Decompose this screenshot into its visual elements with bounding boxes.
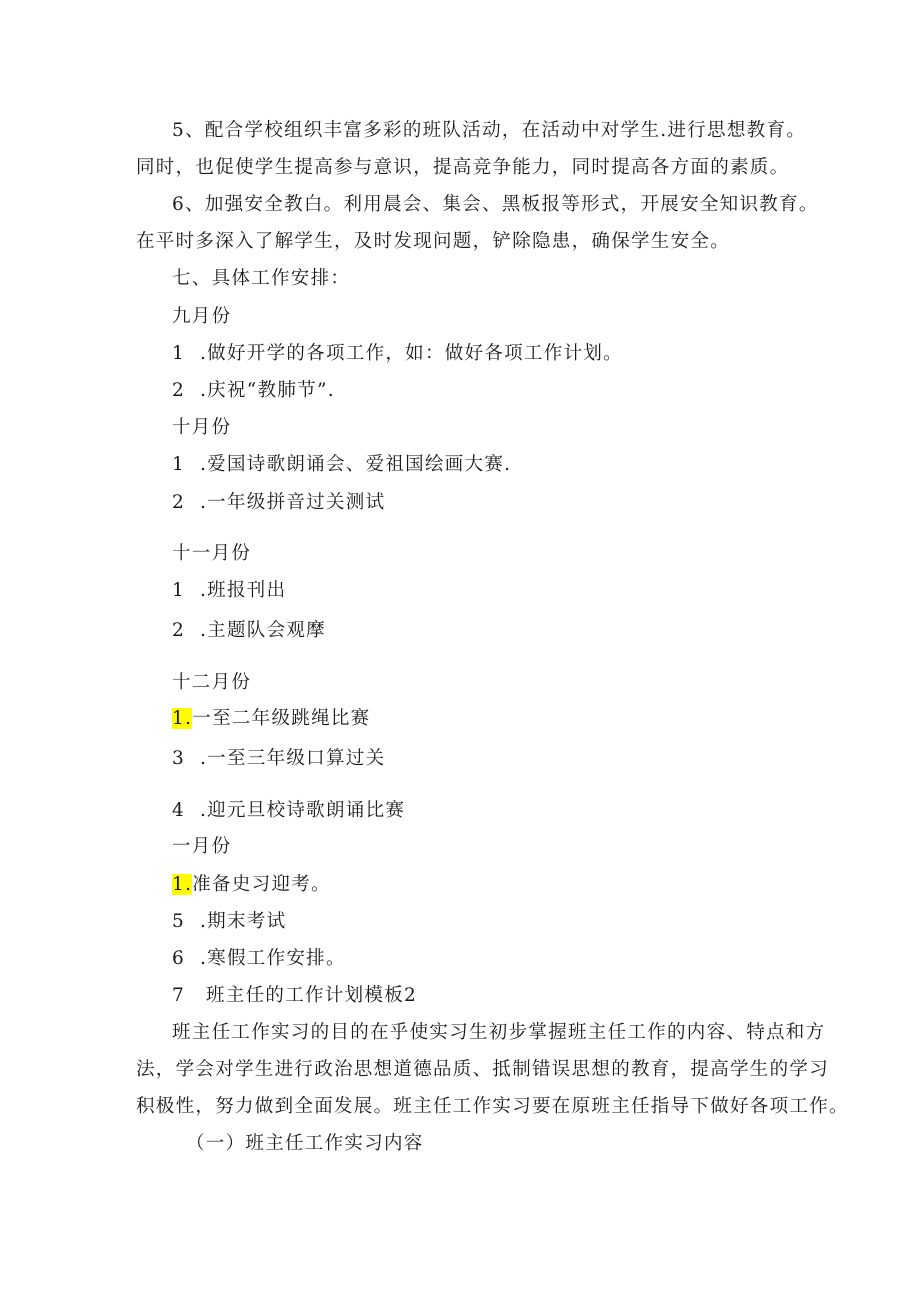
item-number: 1 <box>172 343 186 364</box>
list-item <box>172 341 623 367</box>
paragraph-5-line-1: 5、配合学校组织丰富多彩的班队活动，在活动中对学生.进行思想教育。 <box>172 120 807 141</box>
month-september: 九月份 <box>172 306 232 327</box>
item-text: .班报刊出 <box>200 580 287 601</box>
month-december: 十二月份 <box>172 672 252 693</box>
item-number: 6 <box>172 948 186 969</box>
item-text: .主题队会观摩 <box>200 620 326 641</box>
item-text: .期末考试 <box>200 911 287 932</box>
paragraph-5-line-2: 同时，也促使学生提高参与意识，提高竞争能力，同时提高各方面的素质。 <box>136 157 790 178</box>
list-item <box>172 452 511 478</box>
month-october: 十月份 <box>172 417 232 438</box>
list-item <box>172 578 286 604</box>
item-number: 3 <box>172 748 186 769</box>
month-january: 一月份 <box>172 836 232 857</box>
intro-line-1: 班主任工作实习的目的在乎使实习生初步掌握班主任工作的内容、特点和方 <box>172 1022 826 1043</box>
list-item <box>172 618 326 644</box>
item-text: .寒假工作安排。 <box>200 948 346 969</box>
item-text: .迎元旦校诗歌朗诵比赛 <box>200 800 406 821</box>
list-item <box>172 746 385 772</box>
intro-line-2: 法，学会对学生进行政治思想道德品质、抵制错误思想的教育，提高学生的学习 <box>136 1059 830 1080</box>
list-item <box>172 378 335 404</box>
item-text: .一至三年级口算过关 <box>200 748 386 769</box>
item-number: 4 <box>172 800 186 821</box>
subsection-heading: （一）班主任工作实习内容 <box>186 1133 424 1154</box>
item-number: 1 <box>172 454 186 475</box>
item-text: 班主任的工作计划模板2 <box>206 985 418 1006</box>
highlighted-item-number: 1. <box>172 708 193 729</box>
list-item <box>172 946 346 972</box>
item-number: 1 <box>172 580 186 601</box>
highlighted-item-number: 1. <box>172 874 193 895</box>
list-item <box>172 706 370 732</box>
template-heading <box>172 983 417 1009</box>
list-item <box>172 909 286 935</box>
list-item <box>172 798 405 824</box>
item-text: 准备史习迎考。 <box>192 874 331 895</box>
section-7-heading: 七、具体工作安排： <box>172 268 351 289</box>
item-text: .一年级拼音过关测试 <box>200 492 386 513</box>
paragraph-6-line-2: 在平时多深入了解学生，及时发现问题，铲除隐患，确保学生安全。 <box>136 231 731 252</box>
item-text: .庆祝“教肺节”. <box>200 380 335 401</box>
list-item <box>172 490 385 516</box>
item-number: 5 <box>172 911 186 932</box>
item-number: 2 <box>172 380 186 401</box>
item-number: 7 <box>172 985 186 1006</box>
item-text: .做好开学的各项工作，如：做好各项工作计划。 <box>200 343 623 364</box>
item-text: 一至二年级跳绳比赛 <box>192 708 371 729</box>
item-number: 2 <box>172 492 186 513</box>
month-november: 十一月份 <box>172 543 252 564</box>
item-text: .爱国诗歌朗诵会、爱祖国绘画大赛. <box>200 454 512 475</box>
paragraph-6-line-1: 6、加强安全教白。利用晨会、集会、黑板报等形式，开展安全知识教育。 <box>172 194 819 215</box>
list-item <box>172 872 331 898</box>
intro-line-3: 积极性，努力做到全面发展。班主任工作实习要在原班主任指导下做好各项工作。 <box>136 1096 849 1117</box>
item-number: 2 <box>172 620 186 641</box>
